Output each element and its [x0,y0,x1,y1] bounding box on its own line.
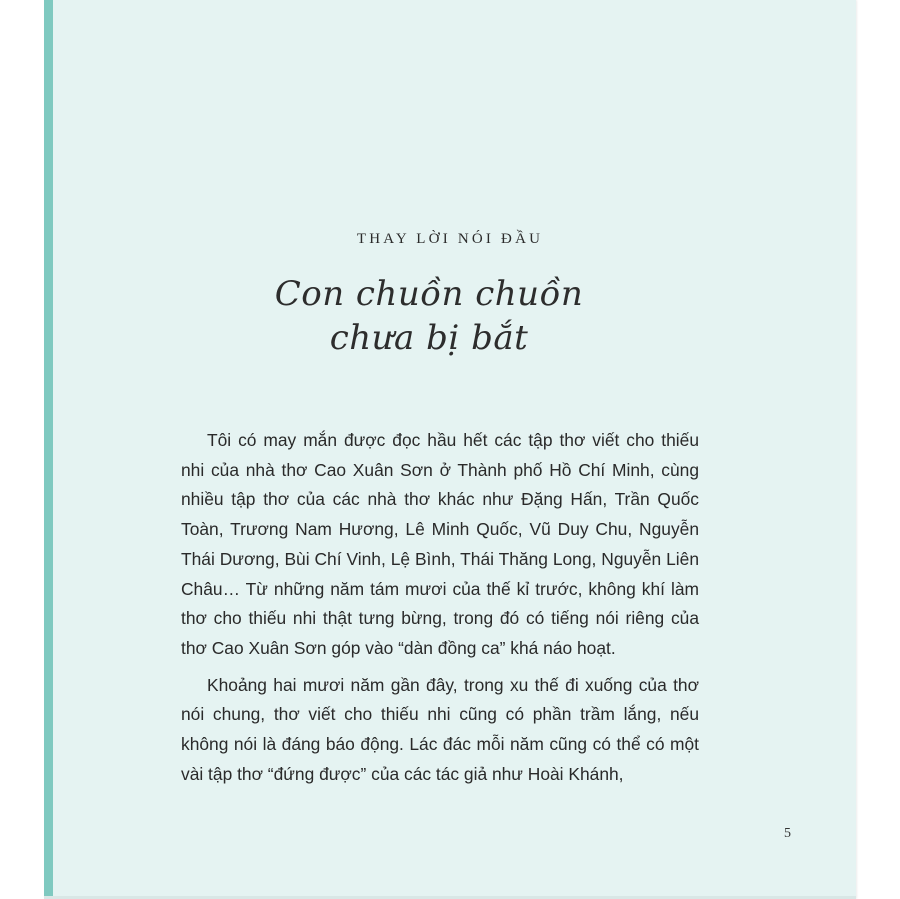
chapter-title-line-2: chưa bị bắt [329,318,529,358]
body-text [181,426,699,796]
chapter-title [0,272,858,360]
section-header: THAY LỜI NÓI ĐẦU [356,231,544,247]
page-number: 5 [784,826,791,841]
page-spine-strip [44,0,53,899]
paragraph-1: Tôi có may mắn được đọc hầu hết các tập thơ viết cho thiếu nhi của nhà thơ Cao Xuân Sơn ở Thành phố Hồ Chí Minh, cùng nhiều tập thơ của các nhà thơ khác như Đặng Hấn, Trần Quốc Toàn, Trương Nam Hương, Lê Minh Quốc, Vũ Duy Chu, Nguyễn Thái Dương, Bùi Chí Vinh, Lệ Bình, Thái Thăng Long, Nguyễn Liên Châu… Từ những năm tám mươi của thế kỉ trước, không khí làm thơ cho thiếu nhi thật tưng bừng, trong đó có tiếng nói riêng của thơ Cao Xuân Sơn góp vào “dàn đồng ca” khá náo hoạt. [181,430,699,658]
paragraph-2: Khoảng hai mươi năm gần đây, trong xu thế đi xuống của thơ nói chung, thơ viết cho thiếu nhi cũng có phần trầm lắng, nếu không nói là đáng báo động. Lác đác mỗi năm cũng có thể có một vài tập thơ “đứng được” của các tác giả như Hoài Khánh, [181,674,699,784]
chapter-title-line-1: Con chuồn chuồn [274,274,584,314]
